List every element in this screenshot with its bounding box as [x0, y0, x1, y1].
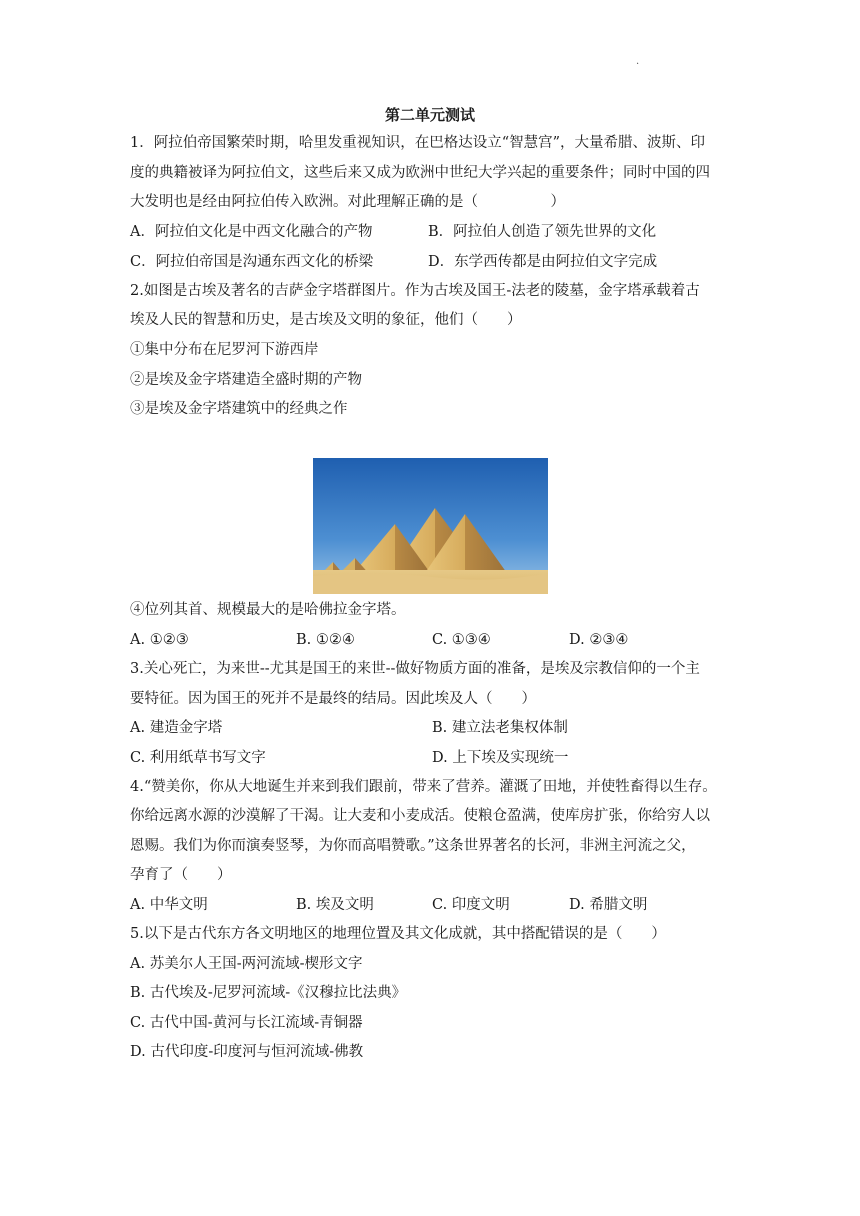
- q4-option-d: D. 希腊文明: [569, 897, 648, 913]
- header-dot: .: [636, 56, 640, 67]
- q4-option-a: A. 中华文明: [130, 897, 208, 913]
- q1-option-b: B．阿拉伯人创造了领先世界的文化: [428, 224, 657, 240]
- q4-option-b: B. 埃及文明: [296, 897, 374, 913]
- q2-option-d: D. ②③④: [569, 632, 629, 648]
- q5-option-b: B. 古代埃及-尼罗河流域-《汉穆拉比法典》: [130, 985, 407, 1001]
- q4-option-c: C. 印度文明: [432, 897, 510, 913]
- q2-option-a: A. ①②③: [130, 632, 189, 648]
- q2-option-c: C. ①③④: [432, 632, 491, 648]
- q2-line-1: 2.如图是古埃及著名的吉萨金字塔群图片。作为古埃及国王-法老的陵墓，金字塔承载着古: [130, 283, 700, 299]
- q2-statement-1: ①集中分布在尼罗河下游西岸: [130, 342, 319, 358]
- q2-statement-4: ④位列其首、规模最大的是哈佛拉金字塔。: [130, 602, 406, 618]
- q1-line-1: 1．阿拉伯帝国繁荣时期，哈里发重视知识，在巴格达设立“智慧宫”，大量希腊、波斯、印: [130, 135, 706, 151]
- q4-line-3: 恩赐。我们为你而演奏竖琴，为你而高唱赞歌。”这条世界著名的长河，非洲主河流之父，: [130, 838, 696, 854]
- q2-statement-2: ②是埃及金字塔建造全盛时期的产物: [130, 372, 362, 388]
- page-title: 第二单元测试: [384, 106, 475, 124]
- q1-option-d: D．东学西传都是由阿拉伯文字完成: [428, 254, 658, 270]
- pyramids-image: [313, 458, 548, 594]
- q5-option-a: A. 苏美尔人王国-两河流域-楔形文字: [130, 956, 363, 972]
- q2-line-2: 埃及人民的智慧和历史，是古埃及文明的象征，他们（ ）: [130, 312, 522, 328]
- q3-option-d: D. 上下埃及实现统一: [432, 750, 569, 766]
- q1-option-c: C．阿拉伯帝国是沟通东西文化的桥梁: [130, 254, 374, 270]
- q3-line-1: 3.关心死亡，为来世--尤其是国王的来世--做好物质方面的准备，是埃及宗教信仰的一个主: [130, 661, 700, 677]
- q4-line-2: 你给远离水源的沙漠解了干渴。让大麦和小麦成活。使粮仓盈满，使库房扩张，你给穷人以: [130, 808, 710, 824]
- q5-line-1: 5.以下是古代东方各文明地区的地理位置及其文化成就，其中搭配错误的是（ ）: [130, 926, 666, 942]
- q4-line-1: 4.“赞美你，你从大地诞生并来到我们跟前，带来了营养。灌溉了田地，并使牲畜得以生存。: [130, 779, 717, 795]
- q3-option-b: B. 建立法老集权体制: [432, 720, 568, 736]
- q1-line-3: 大发明也是经由阿拉伯传入欧洲。对此理解正确的是（ ）: [130, 194, 565, 210]
- q2-option-b: B. ①②④: [296, 632, 355, 648]
- q2-statement-3: ③是埃及金字塔建筑中的经典之作: [130, 401, 348, 417]
- q3-line-2: 要特征。因为国王的死并不是最终的结局。因此埃及人（ ）: [130, 691, 536, 707]
- q3-option-c: C. 利用纸草书写文字: [130, 750, 266, 766]
- q5-option-c: C. 古代中国-黄河与长江流域-青铜器: [130, 1015, 363, 1031]
- q1-option-a: A．阿拉伯文化是中西文化融合的产物: [130, 224, 373, 240]
- q1-line-2: 度的典籍被译为阿拉伯文，这些后来又成为欧洲中世纪大学兴起的重要条件；同时中国的四: [130, 165, 710, 181]
- q3-option-a: A. 建造金字塔: [130, 720, 223, 736]
- q4-line-4: 孕育了（ ）: [130, 867, 232, 883]
- q5-option-d: D. 古代印度-印度河与恒河流域-佛教: [130, 1044, 364, 1060]
